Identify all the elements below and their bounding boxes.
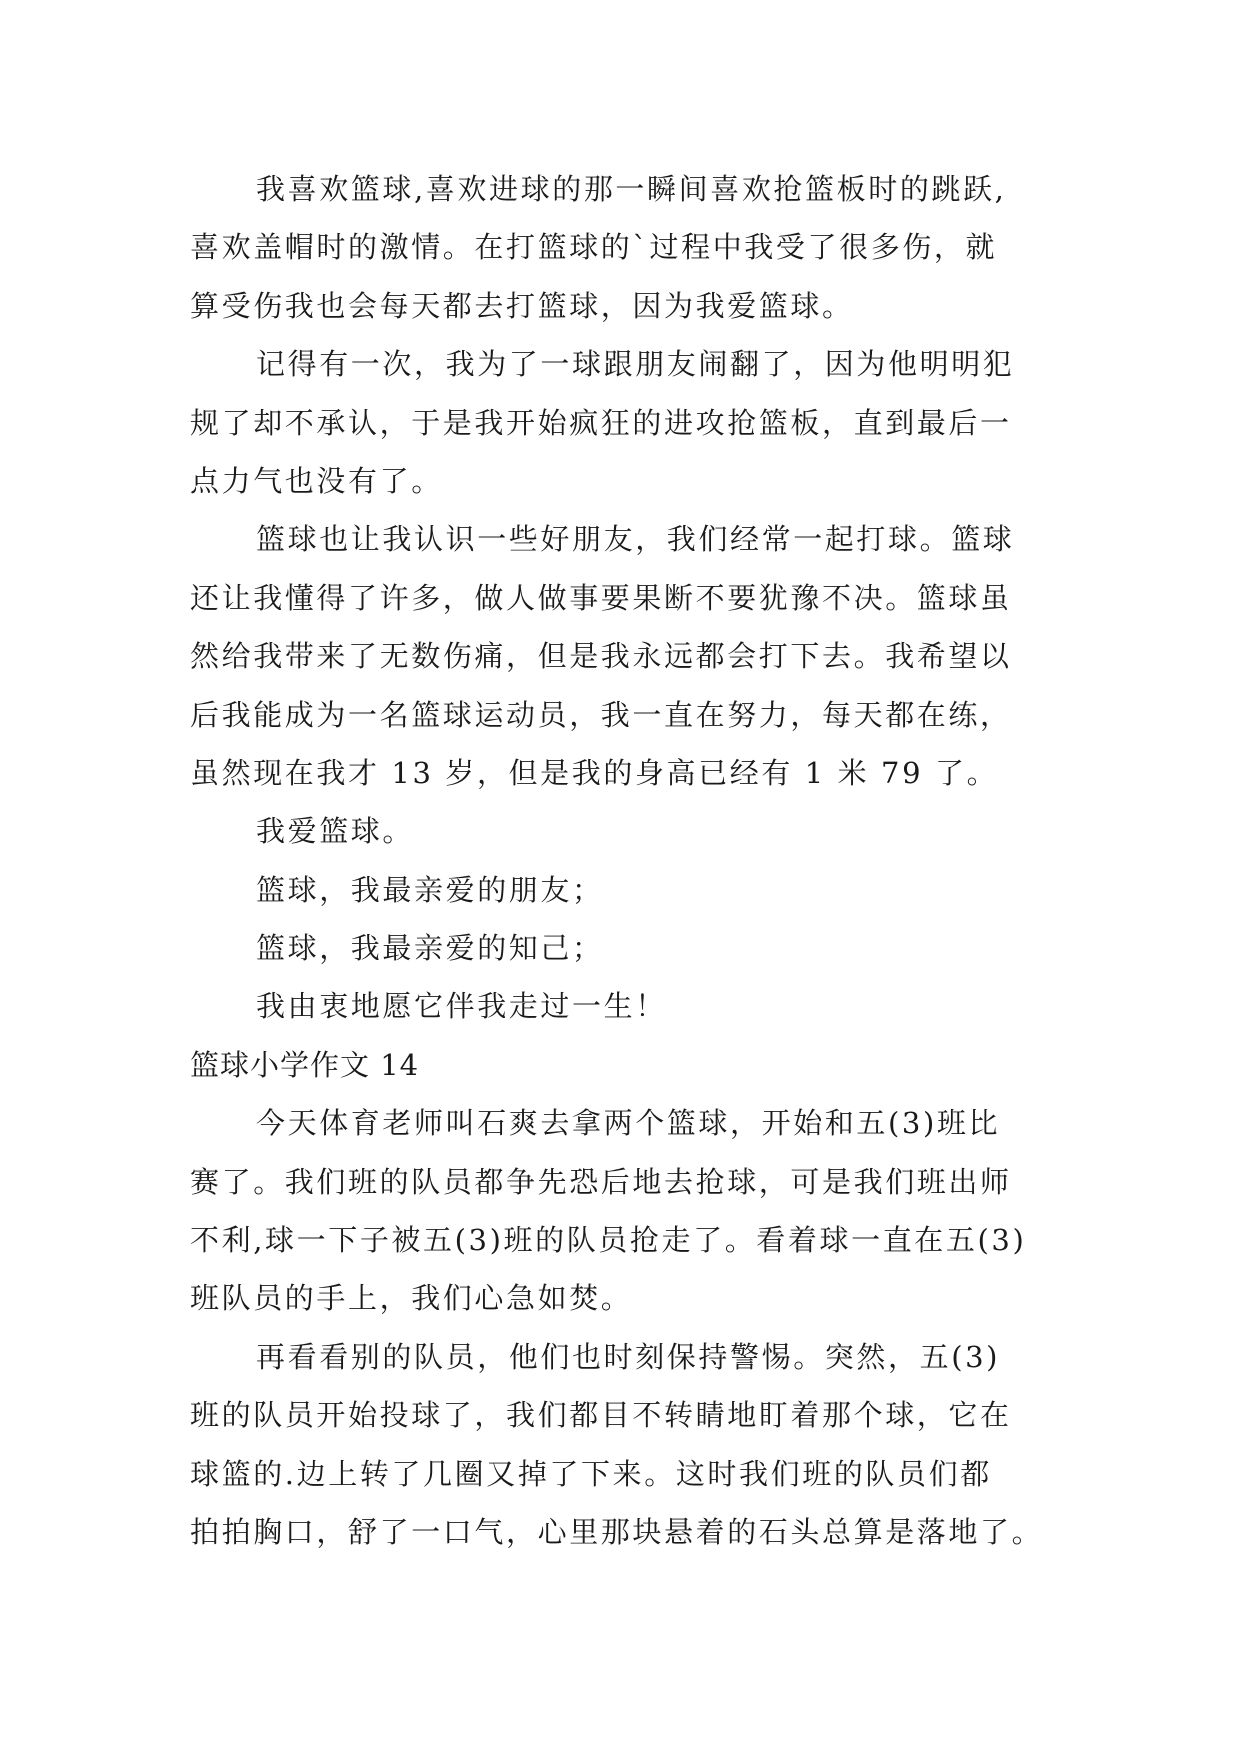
paragraph-2-line-3: 点力气也没有了。 xyxy=(190,463,443,498)
paragraph-9-line-4: 拍拍胸口，舒了一口气，心里那块悬着的石头总算是落地了。 xyxy=(190,1514,1044,1549)
paragraph-6-line-1: 篮球，我最亲爱的知己； xyxy=(256,931,604,966)
paragraph-7-line-1: 我由衷地愿它伴我走过一生！ xyxy=(256,989,667,1024)
paragraph-2-line-2: 规了却不承认，于是我开始疯狂的进攻抢篮板，直到最后一 xyxy=(190,405,1012,440)
paragraph-1-line-1: 我喜欢篮球,喜欢进球的那一瞬间喜欢抢篮板时的跳跃, xyxy=(256,172,1007,206)
paragraph-3-line-3: 然给我带来了无数伤痛，但是我永远都会打下去。我希望以 xyxy=(190,639,1012,674)
paragraph-4-line-1: 我爱篮球。 xyxy=(256,814,415,849)
paragraph-8-line-3: 不利,球一下子被五(3)班的队员抢走了。看着球一直在五(3) xyxy=(190,1223,1027,1258)
paragraph-9-line-1: 再看看别的队员，他们也时刻保持警惕。突然，五(3) xyxy=(256,1339,1001,1374)
paragraph-3-line-4: 后我能成为一名篮球运动员，我一直在努力，每天都在练， xyxy=(190,697,1012,732)
paragraph-2-line-1: 记得有一次，我为了一球跟朋友闹翻了，因为他明明犯 xyxy=(256,347,1015,382)
paragraph-8-line-1: 今天体育老师叫石爽去拿两个篮球，开始和五(3)班比 xyxy=(256,1106,1001,1141)
essay-title: 篮球小学作文 14 xyxy=(190,1047,420,1082)
paragraph-9-line-2: 班的队员开始投球了，我们都目不转睛地盯着那个球，它在 xyxy=(190,1398,1012,1433)
paragraph-1-line-3: 算受伤我也会每天都去打篮球，因为我爱篮球。 xyxy=(190,288,854,323)
paragraph-8-line-2: 赛了。我们班的队员都争先恐后地去抢球，可是我们班出师 xyxy=(190,1164,1012,1199)
paragraph-3-line-5: 虽然现在我才 13 岁，但是我的身高已经有 1 米 79 了。 xyxy=(190,755,999,790)
paragraph-3-line-2: 还让我懂得了许多，做人做事要果断不要犹豫不决。篮球虽 xyxy=(190,580,1012,615)
paragraph-9-line-3: 球篮的.边上转了几圈又掉了下来。这时我们班的队员们都 xyxy=(190,1456,992,1491)
paragraph-5-line-1: 篮球，我最亲爱的朋友； xyxy=(256,872,604,907)
document-body xyxy=(190,160,1060,1561)
paragraph-8-line-4: 班队员的手上，我们心急如焚。 xyxy=(190,1281,633,1316)
paragraph-1-line-2: 喜欢盖帽时的激情。在打篮球的`过程中我受了很多伤，就 xyxy=(190,230,998,265)
paragraph-3-line-1: 篮球也让我认识一些好朋友，我们经常一起打球。篮球 xyxy=(256,522,1015,557)
